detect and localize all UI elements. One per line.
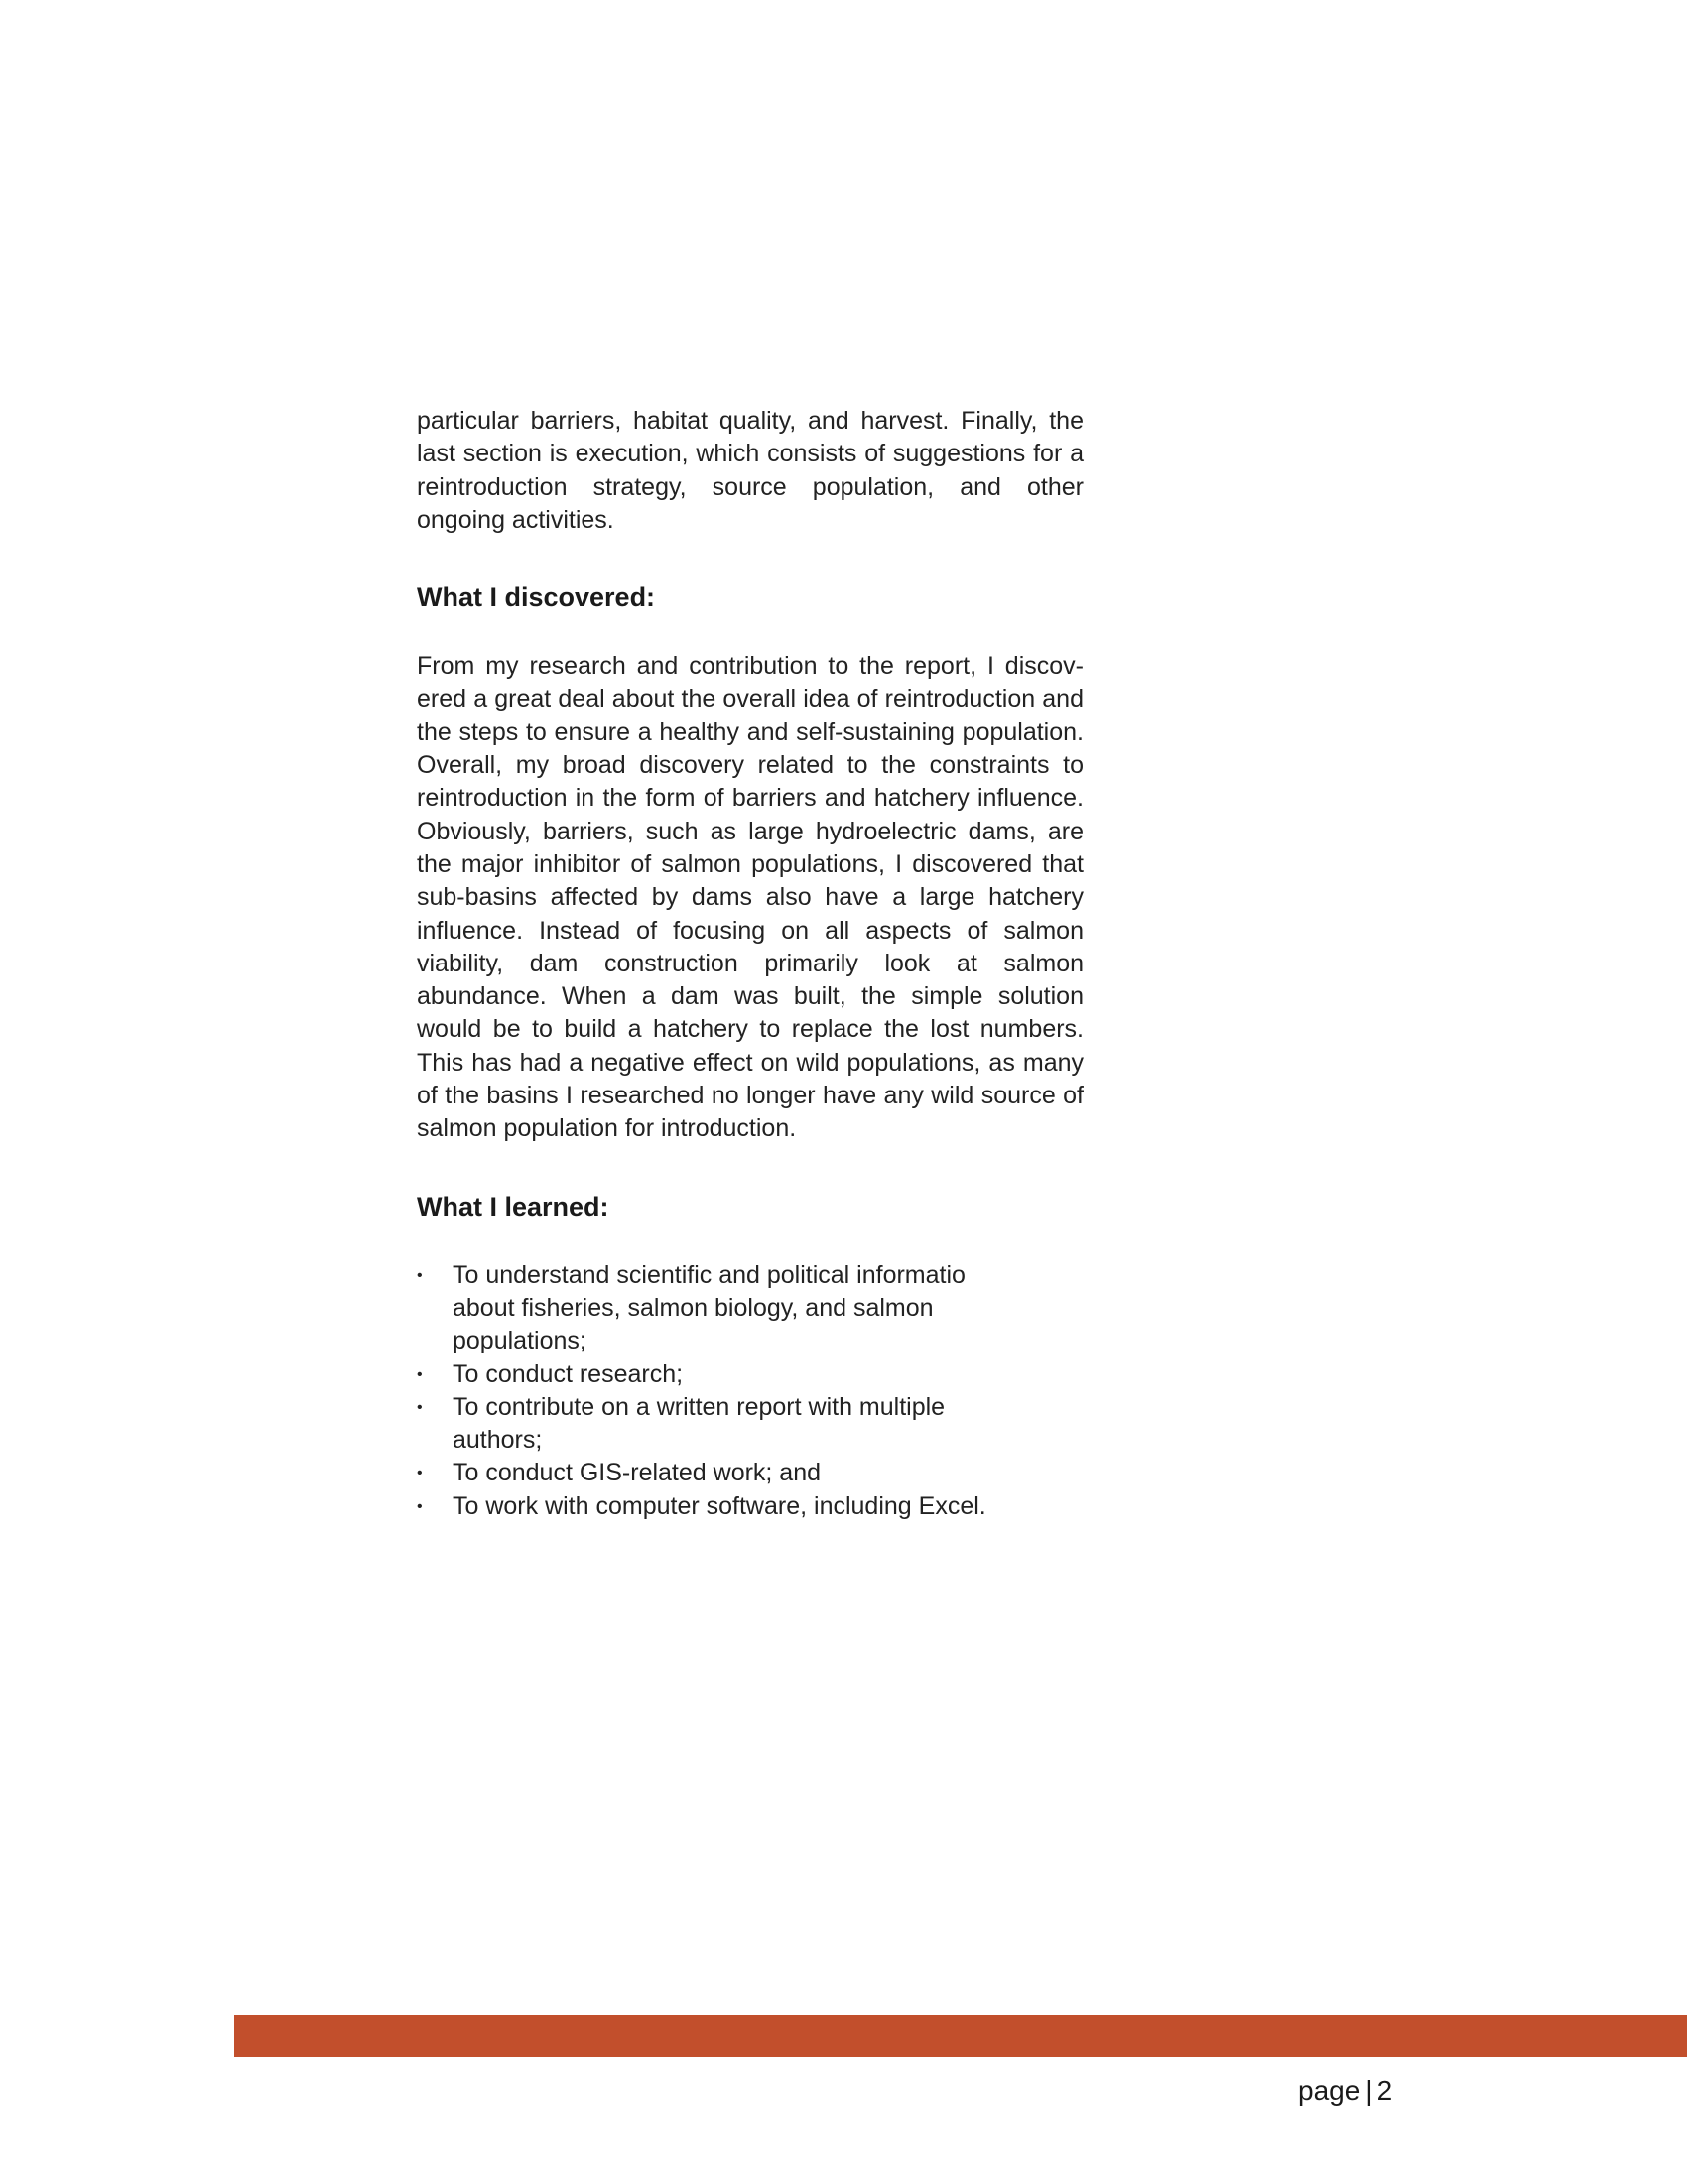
discovered-heading: What I discovered: xyxy=(417,582,656,613)
learned-heading: What I learned: xyxy=(417,1191,609,1221)
list-item-text: To conduct research; xyxy=(453,1359,684,1388)
page-number: 2 xyxy=(1376,2075,1393,2106)
page-separator: | xyxy=(1365,2075,1373,2106)
learned-list xyxy=(417,1259,1012,1523)
list-item-text: To understand scientific and political informatio about fisheries, salmon biology, and salmon populations; xyxy=(453,1260,966,1355)
list-item-text: To work with computer software, including Excel. xyxy=(453,1491,986,1520)
list-item-text: To conduct GIS-related work; and xyxy=(453,1459,822,1487)
page-label: page xyxy=(1298,2075,1361,2106)
bullet-icon: • xyxy=(417,1398,423,1416)
bullet-icon: • xyxy=(417,1465,423,1482)
list-item xyxy=(417,1358,1012,1391)
intro-paragraph: particular barriers, habitat quality, and harvest. Finally, the last section is execution, which consists of suggestions for a reintroduction strategy, source population, and other ongoing activities. xyxy=(417,407,1084,534)
bullet-icon: • xyxy=(417,1365,423,1383)
list-item xyxy=(417,1391,1012,1458)
list-item xyxy=(417,1490,1012,1523)
list-item xyxy=(417,1259,1012,1358)
page-number-label xyxy=(1298,2074,1392,2108)
bullet-icon: • xyxy=(417,1497,423,1515)
list-item xyxy=(417,1457,1012,1489)
discovered-paragraph: From my research and contribution to the report, I discovered a great deal about the overall idea of reintroduction and the steps to ensure a healthy and self-sustaining population. Overall, my broad discovery related to the constraints to reintroduction in the form of barriers and hatchery influence. Obviously, barriers, such as large hydroelectric dams, are the major inhibitor of salmon populations, I discovered that sub-basins affected by dams also have a large hatchery influence. Instead of focusing on all aspects of salmon viability, dam construction primarily look at salmon abundance. When a dam was built, the simple solution would be to build a hatchery to replace the lost numbers. This has had a negative effect on wild populations, as many of the basins I researched no longer have any wild source of salmon population for introduction. xyxy=(417,652,1084,1143)
bullet-icon: • xyxy=(417,1266,423,1284)
document-body xyxy=(417,405,1084,1523)
footer-bar xyxy=(234,2015,1687,2057)
list-item-text: To contribute on a written report with multiple authors; xyxy=(453,1392,946,1455)
